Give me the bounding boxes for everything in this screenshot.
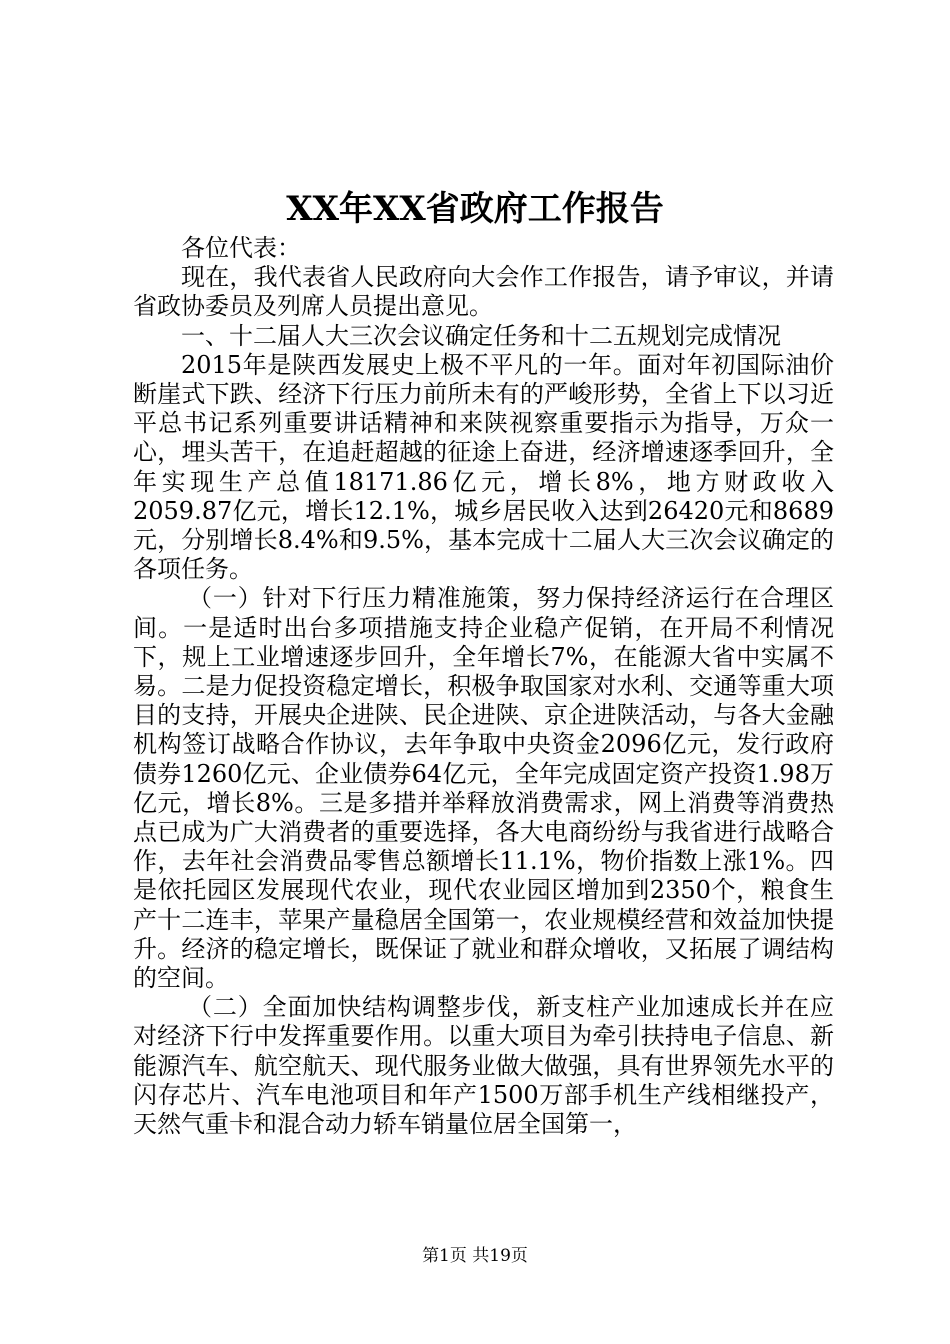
salutation-paragraph: 各位代表： xyxy=(181,234,301,262)
intro-paragraph: 现在，我代表省人民政府向大会作工作报告，请予审议，并请省政协委员及列席人员提出意见。 xyxy=(133,263,834,321)
document-title: XX年XX省政府工作报告 xyxy=(286,189,664,229)
body-paragraph: （二）全面加快结构调整步伐，新支柱产业加速成长并在应对经济下行中发挥重要作用。以重大项目为牵引扶持电子信息、新能源汽车、航空航天、现代服务业做大做强，具有世界领先水平的闪存芯片、汽车电池项目和年产1500万部手机生产线相继投产，天然气重卡和混合动力轿车销量位居全国第一， xyxy=(133,993,834,1139)
document-body xyxy=(133,234,834,1139)
body-paragraph: （一）针对下行压力精准施策，努力保持经济运行在合理区间。一是适时出台多项措施支持企业稳产促销，在开局不利情况下，规上工业增速逐步回升，全年增长7%，在能源大省中实属不易。二是力促投资稳定增长，积极争取国家对水利、交通等重大项目的支持，开展央企进陕、民企进陕、京企进陕活动，与各大金融机构签订战略合作协议，去年争取中央资金2096亿元，发行政府债券1260亿元、企业债券64亿元，全年完成固定资产投资1.98万亿元，增长8%。三是多措并举释放消费需求，网上消费等消费热点已成为广大消费者的重要选择，各大电商纷纷与我省进行战略合作，去年社会消费品零售总额增长11.1%，物价指数上涨1%。四是依托园区发展现代农业，现代农业园区增加到2350个，粮食生产十二连丰，苹果产量稳居全国第一，农业规模经营和效益加快提升。经济的稳定增长，既保证了就业和群众增收，又拓展了调结构的空间。 xyxy=(133,584,834,993)
page-number-footer: 第1页 共19页 xyxy=(422,1246,528,1266)
body-paragraph: 2015年是陕西发展史上极不平凡的一年。面对年初国际油价断崖式下跌、经济下行压力前所未有的严峻形势，全省上下以习近平总书记系列重要讲话精神和来陕视察重要指示为指导，万众一心，埋头苦干，在追赶超越的征途上奋进，经济增速逐季回升，全年实现生产总值18171.86亿元，增长8%，地方财政收入2059.87亿元，增长12.1%，城乡居民收入达到26420元和8689元，分别增长8.4%和9.5%，基本完成十二届人大三次会议确定的各项任务。 xyxy=(133,350,834,584)
section-heading: 一、十二届人大三次会议确定任务和十二五规划完成情况 xyxy=(181,321,781,350)
